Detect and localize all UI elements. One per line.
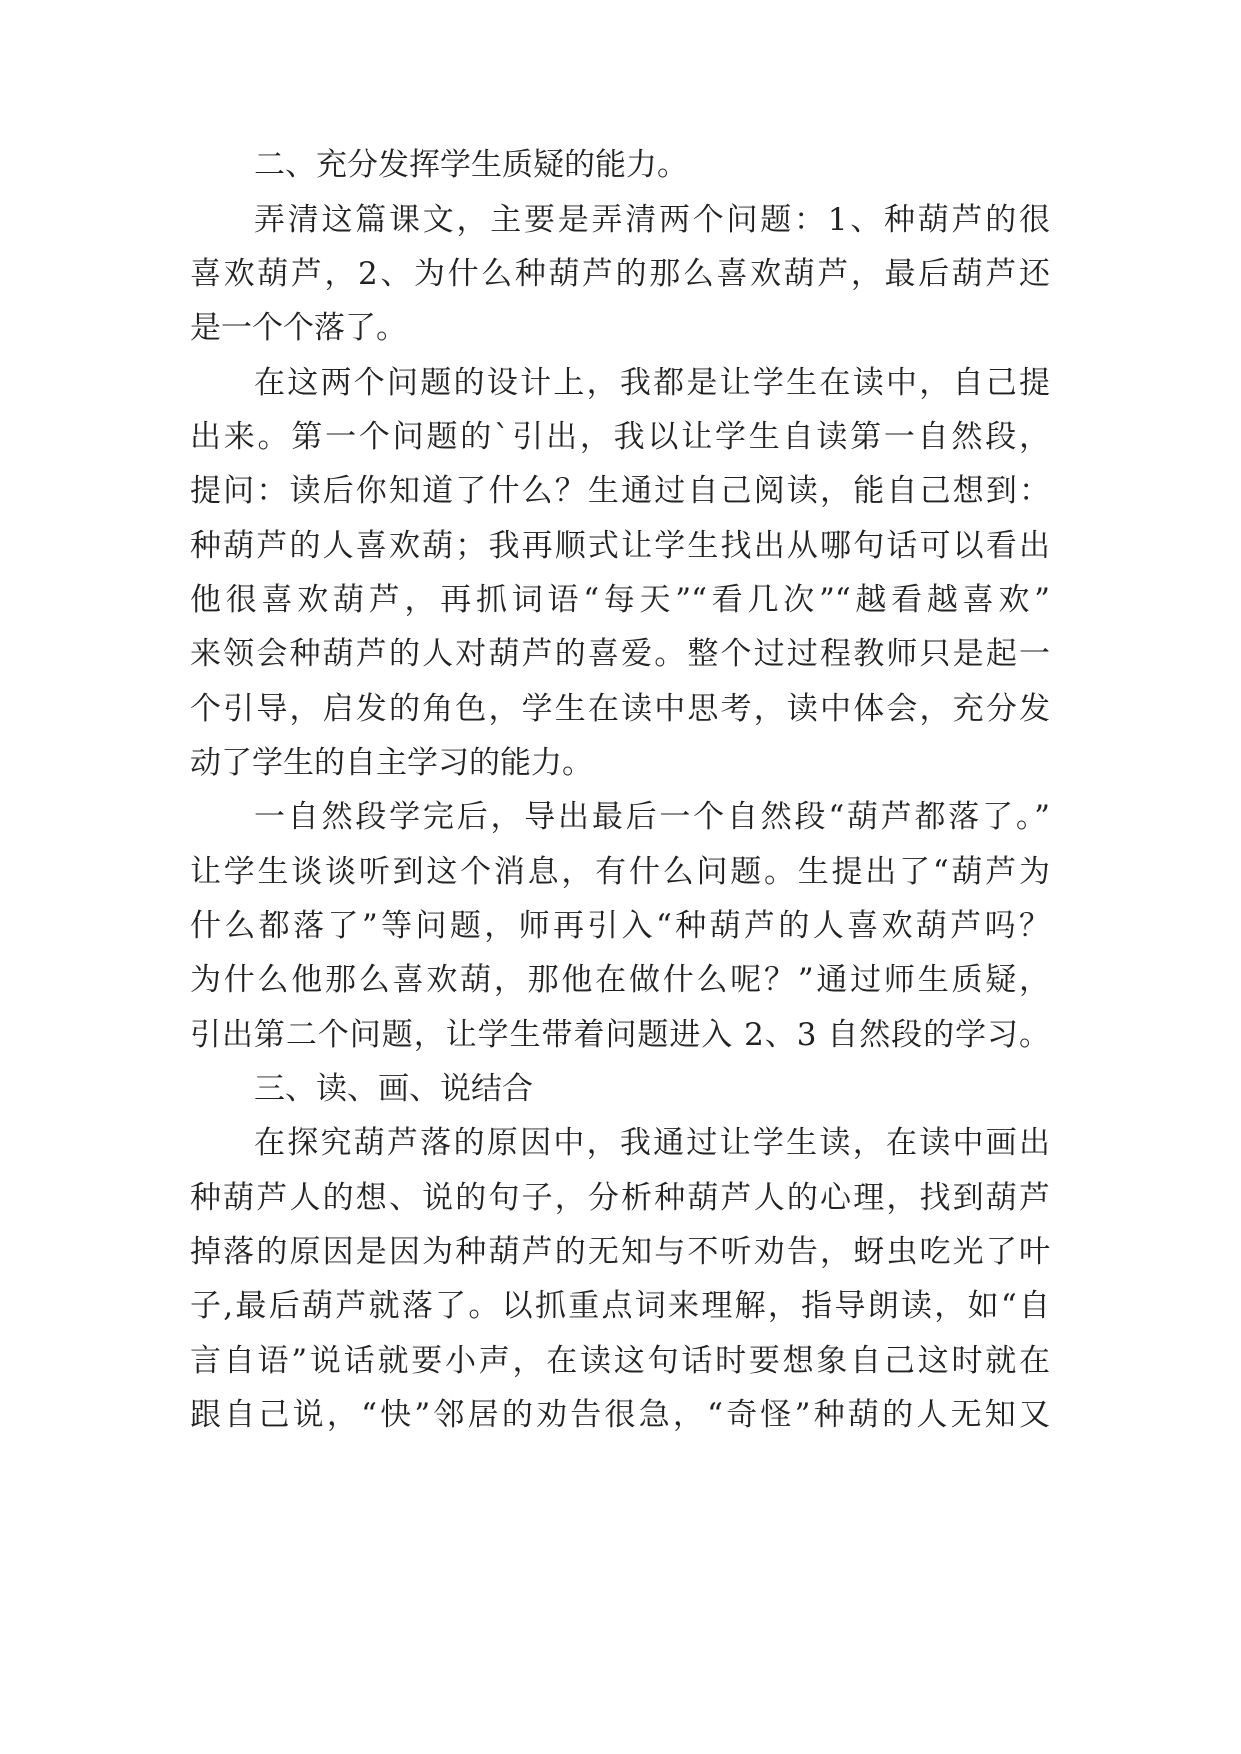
paragraph-line: 弄清这篇课文，主要是弄清两个问题：1、种葫芦的很 — [254, 202, 1050, 238]
paragraph-line: 个引导，启发的角色，学生在读中思考，读中体会，充分发 — [190, 691, 1050, 727]
paragraph-line: 种葫芦的人喜欢葫；我再顺式让学生找出从哪句话可以看出 — [190, 528, 1050, 564]
paragraph-line: 掉落的原因是因为种葫芦的无知与不听劝告，蚜虫吃光了叶 — [190, 1234, 1050, 1270]
paragraph-line: 动了学生的自主学习的能力。 — [190, 745, 593, 781]
paragraph-line: 在探究葫芦落的原因中，我通过让学生读，在读中画出 — [254, 1125, 1050, 1161]
paragraph-line: 提问：读后你知道了什么？生通过自己阅读，能自己想到： — [190, 473, 1050, 509]
heading-section-3: 三、读、画、说结合 — [254, 1071, 533, 1107]
paragraph-line: 让学生谈谈听到这个消息，有什么问题。生提出了“葫芦为 — [190, 854, 1050, 890]
paragraph-line: 言自语”说话就要小声，在读这句话时要想象自己这时就在 — [190, 1343, 1050, 1379]
paragraph-line: 什么都落了”等问题，师再引入“种葫芦的人喜欢葫芦吗？ — [190, 908, 1050, 944]
paragraph-line: 种葫芦人的想、说的句子，分析种葫芦人的心理，找到葫芦 — [190, 1180, 1050, 1216]
paragraph-line: 引出第二个问题，让学生带着问题进入 2、3 自然段的学习。 — [190, 1017, 1050, 1053]
heading-section-2: 二、充分发挥学生质疑的能力。 — [254, 147, 688, 183]
paragraph-line: 跟自己说，“快”邻居的劝告很急，“奇怪”种葫的人无知又 — [190, 1397, 1050, 1433]
paragraph-line: 子,最后葫芦就落了。以抓重点词来理解，指导朗读，如“自 — [190, 1288, 1050, 1324]
paragraph-line: 在这两个问题的设计上，我都是让学生在读中，自己提 — [254, 365, 1050, 401]
paragraph-line: 出来。第一个问题的`引出，我以让学生自读第一自然段， — [190, 419, 1050, 455]
paragraph-line: 一自然段学完后，导出最后一个自然段“葫芦都落了。” — [254, 799, 1050, 835]
paragraph-line: 是一个个落了。 — [190, 310, 407, 346]
paragraph-line: 喜欢葫芦，2、为什么种葫芦的那么喜欢葫芦，最后葫芦还 — [190, 256, 1050, 292]
paragraph-line: 来领会种葫芦的人对葫芦的喜爱。整个过过程教师只是起一 — [190, 636, 1050, 672]
paragraph-line: 他很喜欢葫芦，再抓词语“每天”“看几次”“越看越喜欢” — [190, 582, 1050, 618]
paragraph-line: 为什么他那么喜欢葫，那他在做什么呢？”通过师生质疑， — [190, 962, 1050, 998]
